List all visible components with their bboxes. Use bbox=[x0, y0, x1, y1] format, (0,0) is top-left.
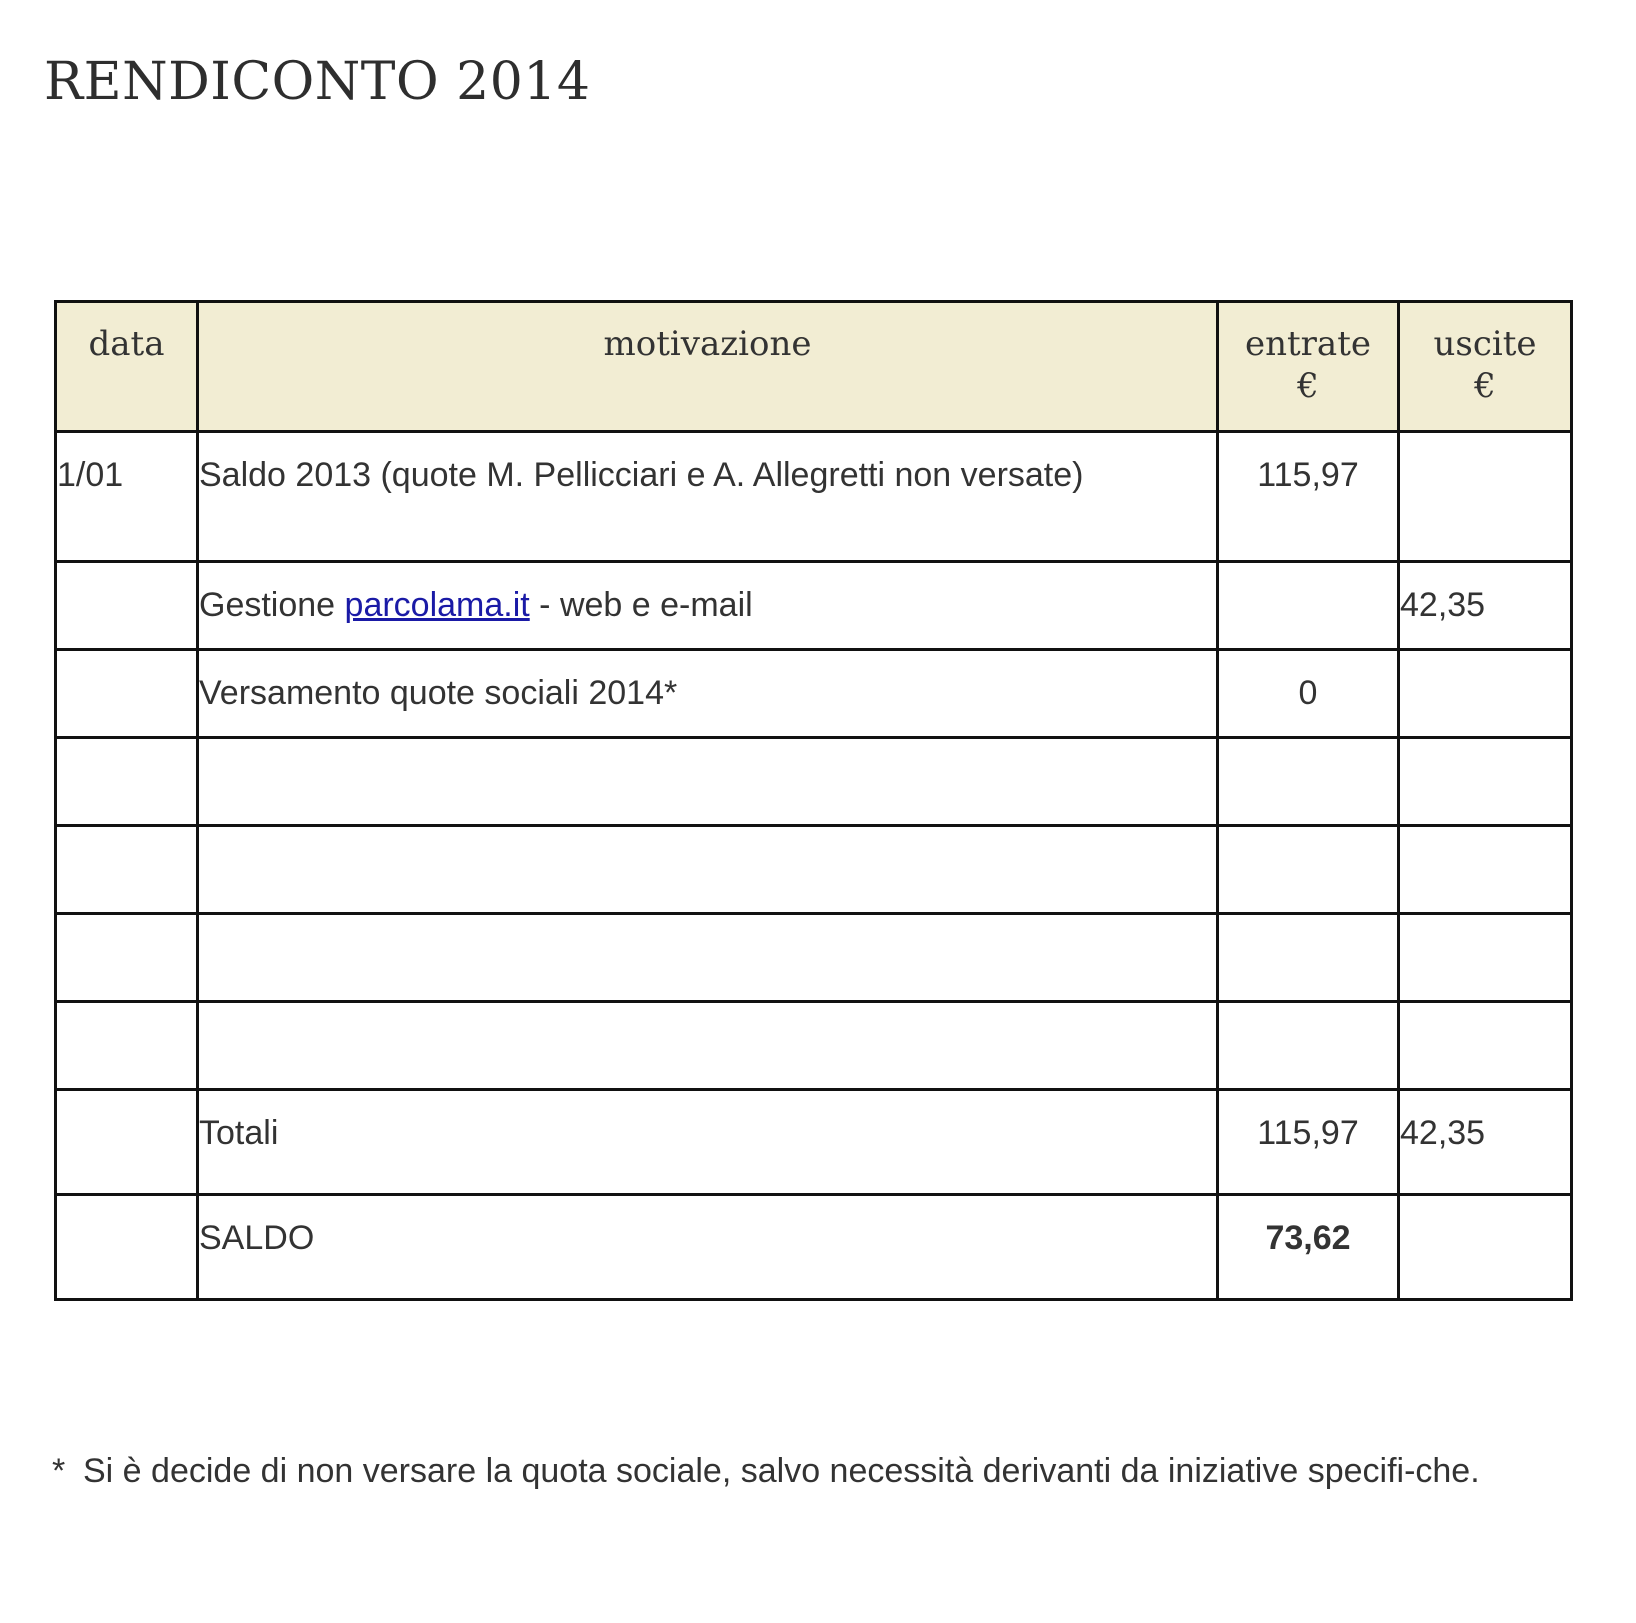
header-uscite-unit: € bbox=[1474, 366, 1496, 406]
empty-cell bbox=[56, 1195, 198, 1300]
header-data bbox=[56, 302, 198, 432]
row-entrate-cell: 0 bbox=[1218, 650, 1399, 738]
table-row bbox=[56, 432, 1572, 562]
totali-uscite: 42,35 bbox=[1399, 1090, 1572, 1195]
footnote bbox=[52, 1450, 1572, 1492]
empty-cell bbox=[56, 1090, 198, 1195]
row-entrate-cell bbox=[1218, 562, 1399, 650]
saldo-row bbox=[56, 1195, 1572, 1300]
empty-row bbox=[56, 914, 1572, 1002]
empty-row bbox=[56, 1002, 1572, 1090]
row-motivazione-cell: Saldo 2013 (quote M. Pellicciari e A. Allegretti non versate) bbox=[198, 432, 1218, 562]
empty-cell bbox=[56, 826, 198, 914]
empty-cell bbox=[198, 914, 1218, 1002]
header-entrate bbox=[1218, 302, 1399, 432]
table-header-row bbox=[56, 302, 1572, 432]
totali-entrate: 115,97 bbox=[1218, 1090, 1399, 1195]
empty-cell bbox=[1218, 1002, 1399, 1090]
empty-cell bbox=[1399, 738, 1572, 826]
saldo-value: 73,62 bbox=[1218, 1195, 1399, 1300]
empty-cell bbox=[198, 826, 1218, 914]
totali-label: Totali bbox=[198, 1090, 1218, 1195]
empty-cell bbox=[1399, 1002, 1572, 1090]
row-motivazione-cell bbox=[198, 562, 1218, 650]
table-row bbox=[56, 650, 1572, 738]
header-entrate-unit: € bbox=[1297, 366, 1319, 406]
empty-cell bbox=[198, 738, 1218, 826]
empty-cell bbox=[1399, 826, 1572, 914]
row-data-cell: 1/01 bbox=[56, 432, 198, 562]
row-motivazione-cell: Versamento quote sociali 2014* bbox=[198, 650, 1218, 738]
footnote-text: Si è decide di non versare la quota sociale, salvo necessità derivanti da iniziative specifi-che. bbox=[83, 1452, 1480, 1490]
footnote-marker: * bbox=[52, 1452, 66, 1490]
motivazione-suffix: - web e e-mail bbox=[529, 586, 753, 624]
row-data-cell bbox=[56, 650, 198, 738]
rendiconto-table bbox=[54, 300, 1573, 1301]
totali-row bbox=[56, 1090, 1572, 1195]
empty-cell bbox=[1399, 1195, 1572, 1300]
row-data-cell bbox=[56, 562, 198, 650]
empty-cell bbox=[56, 914, 198, 1002]
empty-cell bbox=[56, 1002, 198, 1090]
saldo-label: SALDO bbox=[198, 1195, 1218, 1300]
empty-cell bbox=[1399, 914, 1572, 1002]
row-uscite-cell bbox=[1399, 650, 1572, 738]
row-uscite-cell bbox=[1399, 432, 1572, 562]
empty-row bbox=[56, 826, 1572, 914]
header-uscite bbox=[1399, 302, 1572, 432]
row-entrate-cell: 115,97 bbox=[1218, 432, 1399, 562]
empty-cell bbox=[1218, 914, 1399, 1002]
header-motivazione-label: motivazione bbox=[603, 324, 812, 364]
document-title: RENDICONTO 2014 bbox=[44, 52, 591, 112]
header-uscite-label: uscite bbox=[1433, 324, 1537, 364]
table-row bbox=[56, 562, 1572, 650]
header-entrate-label: entrate bbox=[1245, 324, 1371, 364]
empty-row bbox=[56, 738, 1572, 826]
row-uscite-cell: 42,35 bbox=[1399, 562, 1572, 650]
motivazione-prefix: Gestione bbox=[199, 586, 345, 624]
parcolama-link[interactable]: parcolama.it bbox=[344, 586, 530, 624]
empty-cell bbox=[198, 1002, 1218, 1090]
empty-cell bbox=[1218, 826, 1399, 914]
empty-cell bbox=[1218, 738, 1399, 826]
header-motivazione bbox=[198, 302, 1218, 432]
header-data-label: data bbox=[88, 324, 165, 364]
empty-cell bbox=[56, 738, 198, 826]
